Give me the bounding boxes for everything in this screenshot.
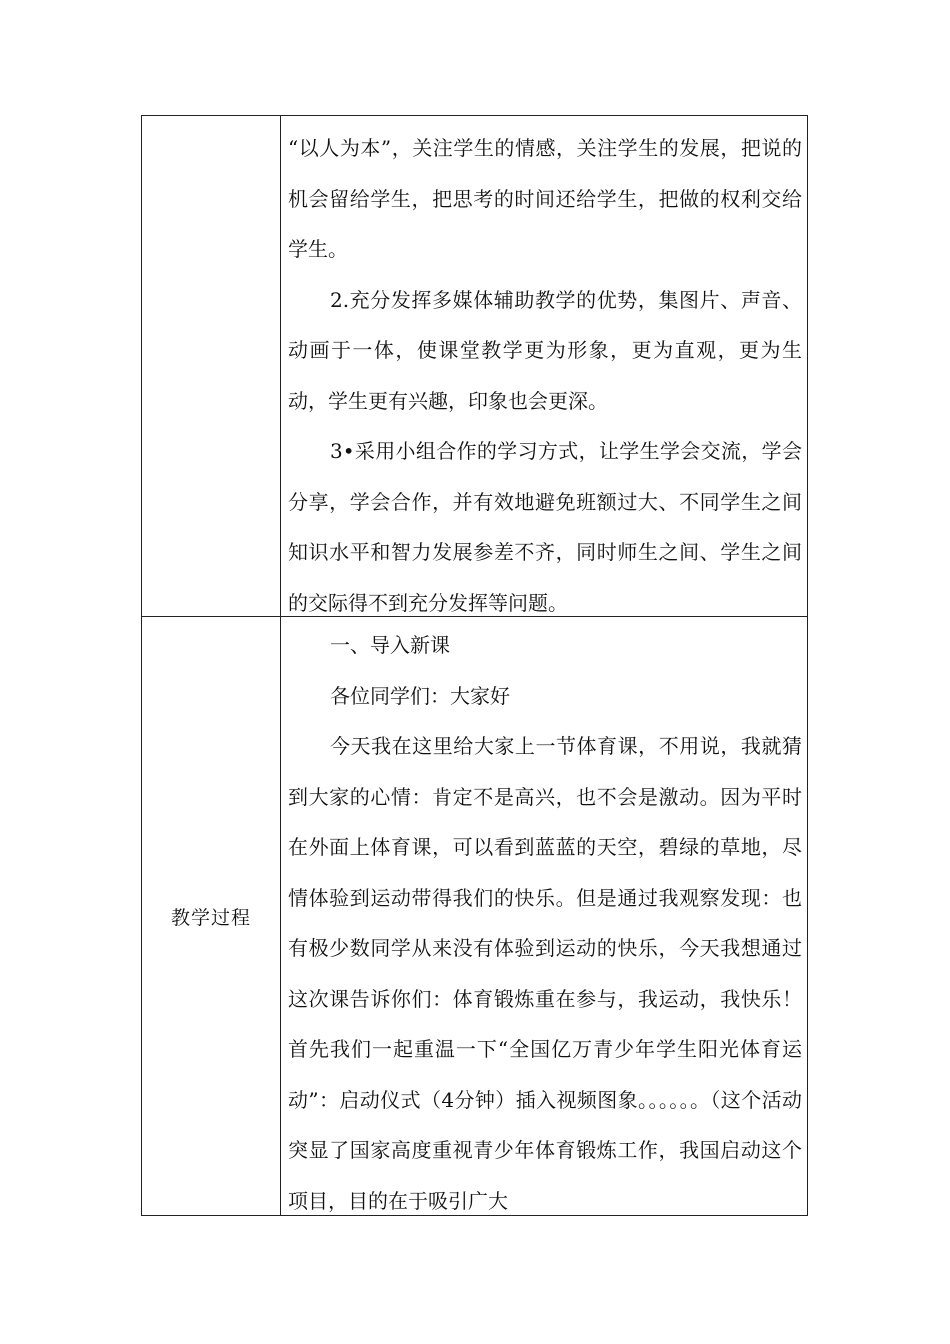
column-divider — [280, 116, 281, 1215]
row2-label: 教学过程 — [170, 906, 251, 929]
paragraph: 2.充分发挥多媒体辅助教学的优势，集图片、声音、动画于一体，使课堂教学更为形象，更为直观，更为生动，学生更有兴趣，印象也会更深。 — [288, 287, 802, 413]
row2-content-cell — [288, 620, 802, 1215]
paragraph: 3•采用小组合作的学习方式，让学生学会交流，学会分享，学会合作，并有效地避免班额过大、不同学生之间知识水平和智力发展参差不齐，同时师生之间、学生之间的交际得不到充分发挥等问题。 — [288, 439, 802, 615]
content-table — [141, 115, 808, 1216]
paragraph: 今天我在这里给大家上一节体育课，不用说，我就猜到大家的心情：肯定不是高兴，也不会是激动。因为平时在外面上体育课，可以看到蓝蓝的天空，碧绿的草地，尽情体验到运动带得我们的快乐。但是通过我观察发现：也有极少数同学从来没有体验到运动的快乐，今天我想通过这次课告诉你们：体育锻炼重在参与，我运动，我快乐！首先我们一起重温一下“全国亿万青少年学生阳光体育运动”：启动仪式（4分钟）插入视频图象。。。。。。（这个活动突显了国家高度重视青少年体育锻炼工作，我国启动这个项目，目的在于吸引广大 — [288, 734, 802, 1213]
paragraph: “以人为本”，关注学生的情感，关注学生的发展，把说的机会留给学生，把思考的时间还给学生，把做的权利交给学生。 — [288, 136, 802, 261]
row1-content-cell — [288, 123, 802, 628]
section-heading: 一、导入新课 — [330, 633, 450, 657]
greeting: 各位同学们：大家好 — [330, 683, 510, 708]
